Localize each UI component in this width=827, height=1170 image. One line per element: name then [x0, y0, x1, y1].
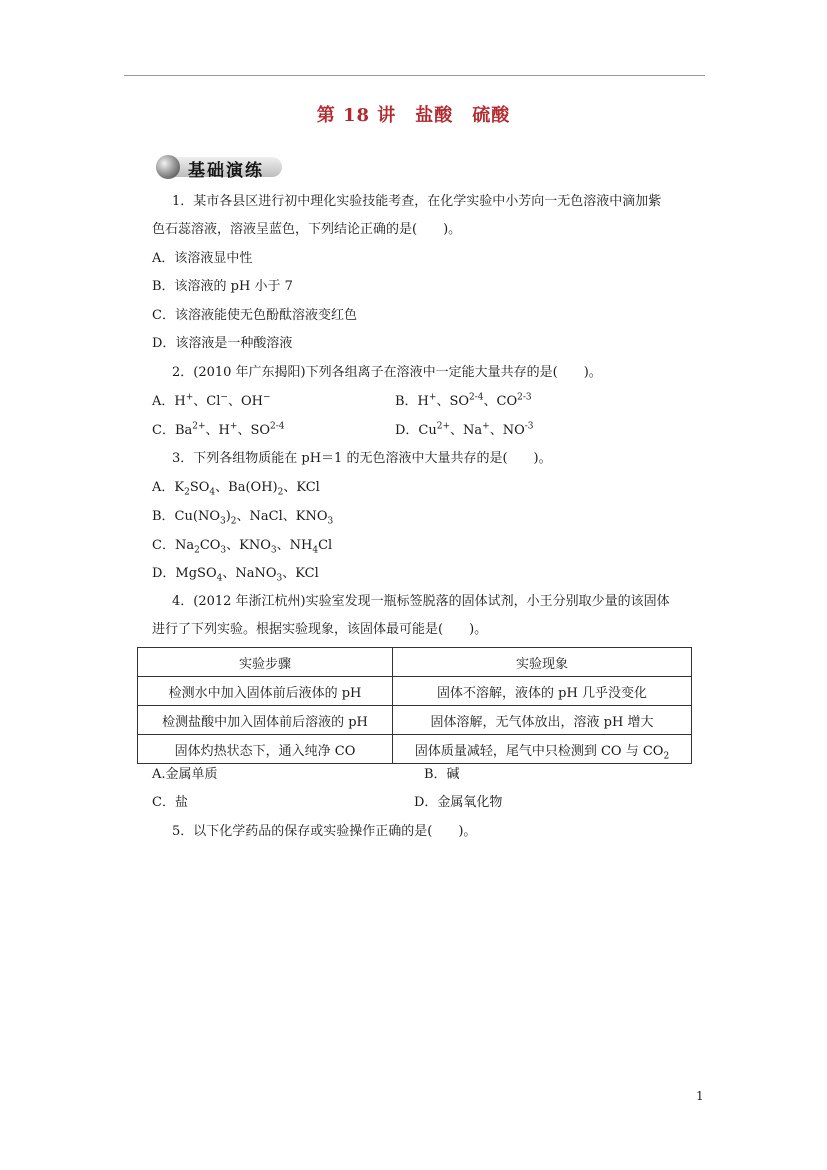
table-cell: 固体质量减轻，尾气中只检测到 CO 与 $CO_2$: [393, 735, 692, 764]
table-row: [138, 706, 692, 735]
section-header: [152, 151, 292, 181]
q1-option-d: D．该溶液是一种酸溶液: [152, 336, 293, 351]
table-header-cell: 实验步骤: [138, 648, 393, 677]
table-cell: 检测水中加入固体前后液体的 pH: [138, 677, 393, 706]
q1-option-b: B．该溶液的 pH 小于 7: [152, 279, 293, 294]
q4-option-c: C．盐: [152, 795, 188, 810]
q2-option-a: A．H+、Cl−、OH−: [152, 392, 271, 409]
q1-stem-line2: 色石蕊溶液，溶液呈蓝色，下列结论正确的是( )。: [152, 222, 462, 237]
table-row: [138, 677, 692, 706]
table-cell: 固体溶解，无气体放出，溶液 pH 增大: [393, 706, 692, 735]
q2-option-c: C．$Ba^{2+}$、H+、SO$^{2-4}$: [152, 421, 285, 438]
page-title: 第 18 讲 盐酸 硫酸: [316, 105, 511, 126]
table-header-cell: 实验现象: [393, 648, 692, 677]
q3-option-d: D．MgSO$_4$、NaNO$_3$、KCl: [152, 566, 319, 584]
q2-option-d: D．$Cu^{2+}$、Na+、$NO^{-3}$: [395, 421, 534, 438]
q3-option-c: C．$Na_2CO_3$、$KNO_3$、$NH_4Cl$: [152, 538, 333, 556]
section-label: 基础演练: [188, 161, 264, 181]
q3-option-a: A．$K_2SO_4$、$Ba(OH)_2$、KCl: [152, 480, 320, 498]
q1-stem-line1: 1．某市各县区进行初中理化实验技能考查，在化学实验中小芳向一无色溶液中滴加紫: [172, 194, 662, 209]
experiment-table: [137, 647, 692, 764]
q4-option-a: A.金属单质: [152, 767, 218, 782]
q3-option-b: B．$Cu(NO_3)_2$、NaCl、$KNO_3$: [152, 509, 334, 527]
q4-stem-line1: 4．(2012 年浙江杭州)实验室发现一瓶标签脱落的固体试剂，小王分别取少量的该固体: [172, 594, 670, 609]
table-cell: 检测盐酸中加入固体前后溶液的 pH: [138, 706, 393, 735]
q4-stem-line2: 进行了下列实验。根据实验现象，该固体最可能是( )。: [152, 622, 488, 637]
table-row: [138, 735, 692, 764]
q1-option-a: A．该溶液显中性: [152, 251, 253, 266]
q1-option-c: C．该溶液能使无色酚酞溶液变红色: [152, 308, 357, 323]
q5-stem: 5．以下化学药品的保存或实验操作正确的是( )。: [172, 824, 477, 839]
q4-option-b: B．碱: [424, 767, 460, 782]
q2-stem: 2．(2010 年广东揭阳)下列各组离子在溶液中一定能大量共存的是( )。: [172, 365, 602, 380]
section-ball-icon: [156, 155, 180, 179]
page-number: 1: [696, 1089, 704, 1103]
table-cell: 固体不溶解，液体的 pH 几乎没变化: [393, 677, 692, 706]
q3-stem: 3．下列各组物质能在 pH＝1 的无色溶液中大量共存的是( )。: [172, 451, 552, 466]
q4-option-d: D．金属氧化物: [414, 795, 503, 810]
header-rule: [124, 75, 705, 76]
table-cell: 固体灼热状态下，通入纯净 CO: [138, 735, 393, 764]
q2-option-b: B．H+、SO$^{2-4}$、CO$^{2-3}$: [395, 392, 532, 409]
table-header-row: [138, 648, 692, 677]
